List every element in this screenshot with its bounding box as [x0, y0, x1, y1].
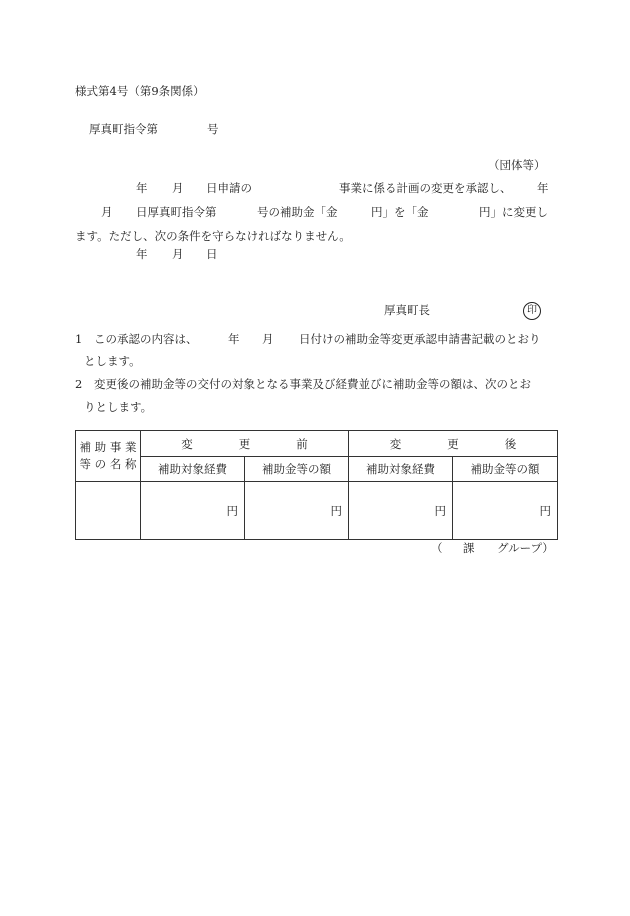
- condition-1-text-b: 日付けの補助金等変更承認申請書記載のとおり: [299, 332, 541, 346]
- after-amount-cell: 円: [453, 482, 558, 540]
- date-year: 年: [136, 247, 148, 261]
- project-name-header-line1: 補 助 事 業: [79, 440, 137, 455]
- after-amount-header: 補助金等の額: [453, 457, 558, 482]
- body-l2-num: 号の補助金「金: [257, 205, 338, 219]
- footer-open-paren: （: [431, 541, 443, 555]
- addressee: （団体等）: [488, 158, 546, 172]
- footer-ka: 課: [463, 541, 475, 555]
- before-cost-cell: 円: [141, 482, 245, 540]
- body-l2-yen2: 円」に変更し: [479, 205, 548, 219]
- condition-1-month: 月: [262, 332, 274, 346]
- after-cost-header: 補助対象経費: [349, 457, 453, 482]
- issuer: 厚真町長: [384, 303, 430, 317]
- project-name-header-line2: 等 の 名 称: [79, 457, 137, 471]
- body-l2-yen1: 円」を「金: [371, 205, 429, 219]
- body-l2-month: 月: [101, 205, 113, 219]
- condition-2-cont: りとします。: [84, 400, 153, 414]
- condition-2-text: 変更後の補助金等の交付の対象となる事業及び経費並びに補助金等の額は、次のとお: [94, 377, 531, 391]
- before-change-header: 変 更 前: [141, 431, 349, 457]
- project-name-header: [76, 431, 141, 482]
- condition-1-number: 1: [75, 332, 83, 346]
- project-name-cell: [76, 482, 141, 540]
- body-l1-year2: 年: [537, 181, 549, 195]
- body-l1-day: 日申請の: [206, 181, 252, 195]
- form-label: 様式第4号（第9条関係）: [75, 84, 205, 98]
- condition-1-cont: とします。: [84, 354, 141, 368]
- body-l2-day: 日厚真町指令第: [136, 205, 217, 219]
- condition-2-number: 2: [75, 377, 83, 391]
- before-cost-header: 補助対象経費: [141, 457, 245, 482]
- before-amount-header: 補助金等の額: [245, 457, 349, 482]
- subsidy-change-table: [75, 430, 558, 540]
- condition-1-year: 年: [228, 332, 240, 346]
- body-l1-project: 事業に係る計画の変更を承認し、: [339, 181, 512, 195]
- condition-1-text-a: この承認の内容は、: [94, 332, 198, 346]
- after-cost-cell: 円: [349, 482, 453, 540]
- footer-group: グループ）: [497, 541, 554, 555]
- body-l1-year: 年: [136, 181, 148, 195]
- body-l3: ます。ただし、次の条件を守らなければなりません。: [75, 229, 351, 243]
- doc-number-prefix: 厚真町指令第: [89, 122, 158, 136]
- before-amount-cell: 円: [245, 482, 349, 540]
- date-month: 月: [172, 247, 184, 261]
- seal-stamp: 印: [523, 302, 541, 320]
- body-l1-month: 月: [172, 181, 184, 195]
- date-day: 日: [206, 247, 218, 261]
- after-change-header: 変 更 後: [349, 431, 558, 457]
- doc-number-suffix: 号: [207, 122, 219, 136]
